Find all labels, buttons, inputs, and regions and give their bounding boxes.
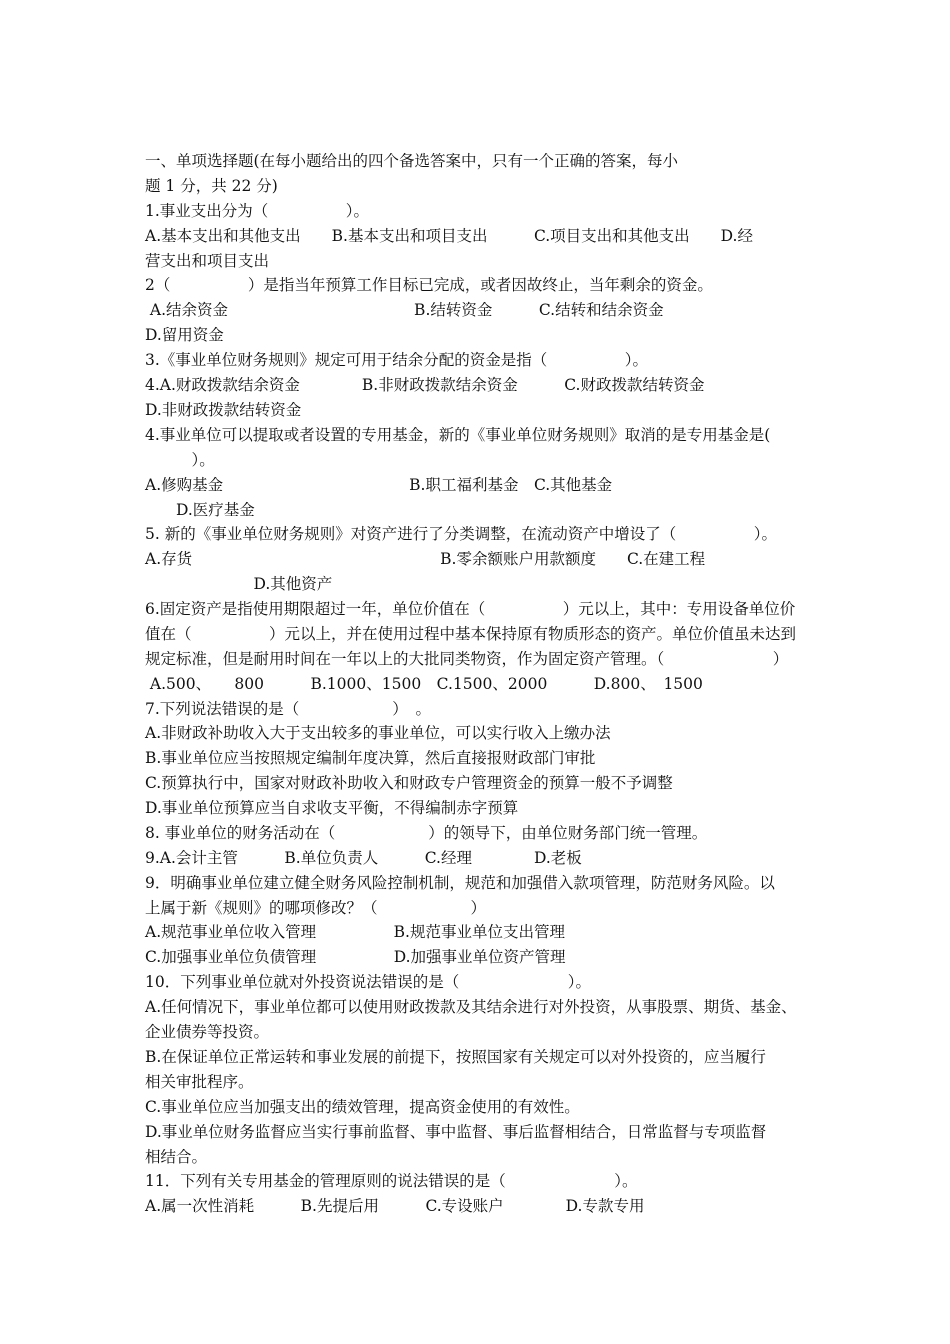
question-10: 10．下列事业单位就对外投资说法错误的是（ ）。 — [145, 973, 591, 991]
question-10-option-d-cont: 相结合。 — [145, 1148, 208, 1166]
question-10-option-d: D.事业单位财务监督应当实行事前监督、事中监督、事后监督相结合，日常监督与专项监督 — [145, 1123, 767, 1141]
question-10-option-a-cont: 企业债券等投资。 — [145, 1023, 270, 1041]
question-10-option-a: A.任何情况下，事业单位都可以使用财政拨款及其结余进行对外投资，从事股票、期货、基金、 — [145, 998, 797, 1016]
question-8-options: 9.A.会计主管 B.单位负责人 C.经理 D.老板 — [145, 849, 582, 867]
question-9-options-ab: A.规范事业单位收入管理 B.规范事业单位支出管理 — [145, 923, 565, 941]
question-4-options: A.修购基金 B.职工福利基金 C.其他基金 — [145, 476, 613, 494]
question-6: 6.固定资产是指使用期限超过一年，单位价值在（ ）元以上，其中：专用设备单位价 — [145, 600, 796, 618]
question-4-cont: ）。 — [145, 451, 215, 469]
question-1-options: A.基本支出和其他支出 B.基本支出和项目支出 C.项目支出和其他支出 D.经 — [145, 227, 753, 245]
question-6-cont-2: 规定标准，但是耐用时间在一年以上的大批同类物资，作为固定资产管理。（ ） — [145, 650, 789, 668]
question-9-cont: 上属于新《规则》的哪项修改？（ ） — [145, 899, 487, 917]
question-9: 9．明确事业单位建立健全财务风险控制机制，规范和加强借入款项管理，防范财务风险。以 — [145, 874, 775, 892]
question-3-options-cont: D.非财政拨款结转资金 — [145, 401, 302, 419]
question-9-options-cd: C.加强事业单位负债管理 D.加强事业单位资产管理 — [145, 948, 566, 966]
question-3-options: 4.A.财政拨款结余资金 B.非财政拨款结余资金 C.财政拨款结转资金 — [145, 376, 705, 394]
question-1: 1.事业支出分为（ ）。 — [145, 202, 370, 220]
question-2-options: A.结余资金 B.结转资金 C.结转和结余资金 — [145, 301, 664, 319]
question-10-option-b-cont: 相关审批程序。 — [145, 1073, 254, 1091]
section-heading: 一、单项选择题(在每小题给出的四个备选答案中，只有一个正确的答案，每小 — [145, 152, 679, 170]
question-10-option-c: C.事业单位应当加强支出的绩效管理，提高资金使用的有效性。 — [145, 1098, 580, 1116]
question-5-options: A.存货 B.零余额账户用款额度 C.在建工程 — [145, 550, 706, 568]
question-4: 4.事业单位可以提取或者设置的专用基金，新的《事业单位财务规则》取消的是专用基金是( — [145, 426, 771, 444]
question-6-cont: 值在（ ）元以上，并在使用过程中基本保持原有物质形态的资产。单位价值虽未达到 — [145, 625, 797, 643]
question-7-option-d: D.事业单位预算应当自求收支平衡，不得编制赤字预算 — [145, 799, 519, 817]
question-10-option-b: B.在保证单位正常运转和事业发展的前提下，按照国家有关规定可以对外投资的，应当履行 — [145, 1048, 766, 1066]
question-8: 8. 事业单位的财务活动在（ ）的领导下，由单位财务部门统一管理。 — [145, 824, 708, 842]
question-5-options-cont: D.其他资产 — [145, 575, 333, 593]
question-7-option-a: A.非财政补助收入大于支出较多的事业单位，可以实行收入上缴办法 — [145, 724, 611, 742]
question-2-options-cont: D.留用资金 — [145, 326, 224, 344]
question-6-options: A.500、 800 B.1000、1500 C.1500、2000 D.800、 1500 — [145, 675, 703, 693]
question-7-option-c: C.预算执行中，国家对财政补助收入和财政专户管理资金的预算一般不予调整 — [145, 774, 673, 792]
question-2: 2（ ）是指当年预算工作目标已完成，或者因故终止，当年剩余的资金。 — [145, 276, 713, 294]
section-heading-cont: 题 1 分，共 22 分) — [145, 177, 278, 195]
question-3: 3.《事业单位财务规则》规定可用于结余分配的资金是指（ ）。 — [145, 351, 649, 369]
question-7-option-b: B.事业单位应当按照规定编制年度决算，然后直接报财政部门审批 — [145, 749, 596, 767]
question-11-options: A.属一次性消耗 B.先提后用 C.专设账户 D.专款专用 — [145, 1197, 645, 1215]
question-5: 5. 新的《事业单位财务规则》对资产进行了分类调整，在流动资产中增设了（ ）。 — [145, 525, 777, 543]
question-11: 11．下列有关专用基金的管理原则的说法错误的是（ ）。 — [145, 1172, 638, 1190]
question-7: 7.下列说法错误的是（ ） 。 — [145, 700, 432, 718]
question-1-options-cont: 营支出和项目支出 — [145, 252, 270, 270]
question-4-options-cont: D.医疗基金 — [145, 501, 255, 519]
